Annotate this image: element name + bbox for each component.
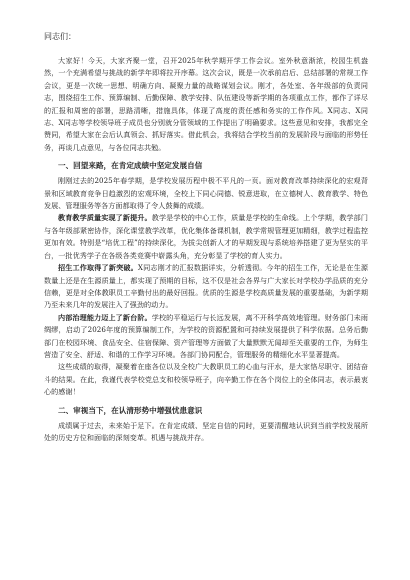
intro-text: 大家好！今天，大家齐聚一堂，召开2025年秋学期开学工作会议。室外秋意渐浓，校园生机盎然，一个充满希望与挑战的新学年即将拉开序幕。这次会议，既是一次承前启后、总结部署的常规工作会议，更是一次统一思想、明确方向、凝聚力量的战略谋划会议。刚才，各处室、各年级部的负责同志，围绕招生工作、预算编制、后勤保障、教学安排、队伍建设等新学期的各项重点工作，都作了详尽的汇报和周密的部署，思路清晰，措施具体，体现了高度的责任感和务实的工作作风。X同志、X同志、X同志等学校领导班子成员也分别就分管领域的工作提出了明确要求。这些意见和安排，我都完全赞同，希望大家在会后认真领会、抓好落实。借此机会，我将结合学校当前的发展阶段与面临的形势任务，再谈几点意见，与各位同志共勉。 xyxy=(44,56,368,152)
body-paragraph xyxy=(44,212,368,262)
paragraph-text: 成绩属于过去，未来始于足下。在肯定成绩、坚定自信的同时，更要清醒地认识到当前学校发展所处的历史方位和面临的深刻变革。机遇与挑战并存。 xyxy=(44,420,368,442)
body-paragraph xyxy=(44,175,368,212)
paragraph-lead: 内部治理能力迈上了新台阶。 xyxy=(58,312,152,322)
paragraph-lead: 招生工作取得了新突破。 xyxy=(58,263,138,273)
body-paragraph xyxy=(44,420,368,445)
paragraph-text: X同志刚才的汇报数据详实，分析透彻。今年的招生工作，无论是在生源数量上还是在生源质量上，都实现了预期的目标，这不仅是社会各界与广大家长对学校办学品质的充分信赖，更是对全体教职员工辛勤付出的最好回报。优质的生源是学校高质量发展的重要基础，为新学期乃至未来几年的发展注入了强劲的动力。 xyxy=(44,263,368,310)
intro-paragraph xyxy=(44,55,368,154)
paragraph-text: 这些成绩的取得，凝聚着在座各位以及全校广大教职员工的心血与汗水，是大家恪尽职守、团结奋斗的结果。在此，我谨代表学校党总支和校领导班子，向辛勤工作在各个岗位上的全体同志，表示最衷心的感谢！ xyxy=(44,362,368,397)
body-paragraph xyxy=(44,312,368,362)
salutation: 同志们： xyxy=(44,32,76,41)
body-paragraph xyxy=(44,262,368,312)
intro-block xyxy=(44,55,368,154)
section-heading: 二、审视当下，在认清形势中增强忧患意识 xyxy=(58,405,203,415)
section-1 xyxy=(44,159,368,398)
body-paragraph xyxy=(44,361,368,398)
section-heading: 一、回望来路，在肯定成绩中坚定发展自信 xyxy=(58,161,203,171)
paragraph-lead: 教育教学质量实现了新提升。 xyxy=(58,213,152,223)
paragraph-text: 刚刚过去的2025年春学期，是学校发展历程中极不平凡的一页。面对教育改革持续深化的宏观背景和区域教育竞争日趋激烈的宏观环境，全校上下同心同德、锐意进取，在立德树人、教育教学、特色发展、管理服务等各方面都取得了令人鼓舞的成绩。 xyxy=(44,176,368,211)
section-2 xyxy=(44,404,368,445)
paragraph-text: 学校的平稳运行与长远发展，离不开科学高效地管理。财务部门未雨绸缪，启动了2026年度的预算编制工作，为学校的资源配置和可持续发展提供了科学依据。总务后勤部门在校园环境、食品安全、住宿保障、资产管理等方面做了大量默默无闻却至关重要的工作，为师生营造了安全、舒适、和谐的工作学习环境。各部门协同配合，管理服务的精细化水平显著提高。 xyxy=(44,312,369,359)
paragraph-text: 教学是学校的中心工作，质量是学校的生命线。上个学期，教学部门与各年级部紧密协作，深化课堂教学改革，优化集体备课机制，教学常规管理更加精细，教学过程监控更加有效。特别是“培优工程”的持续深化，为拔尖创新人才的早期发现与系统培养搭建了更为坚实的平台，一批优秀学子在各级各类竞赛中崭露头角，充分彰显了学校的育人实力。 xyxy=(44,213,369,260)
